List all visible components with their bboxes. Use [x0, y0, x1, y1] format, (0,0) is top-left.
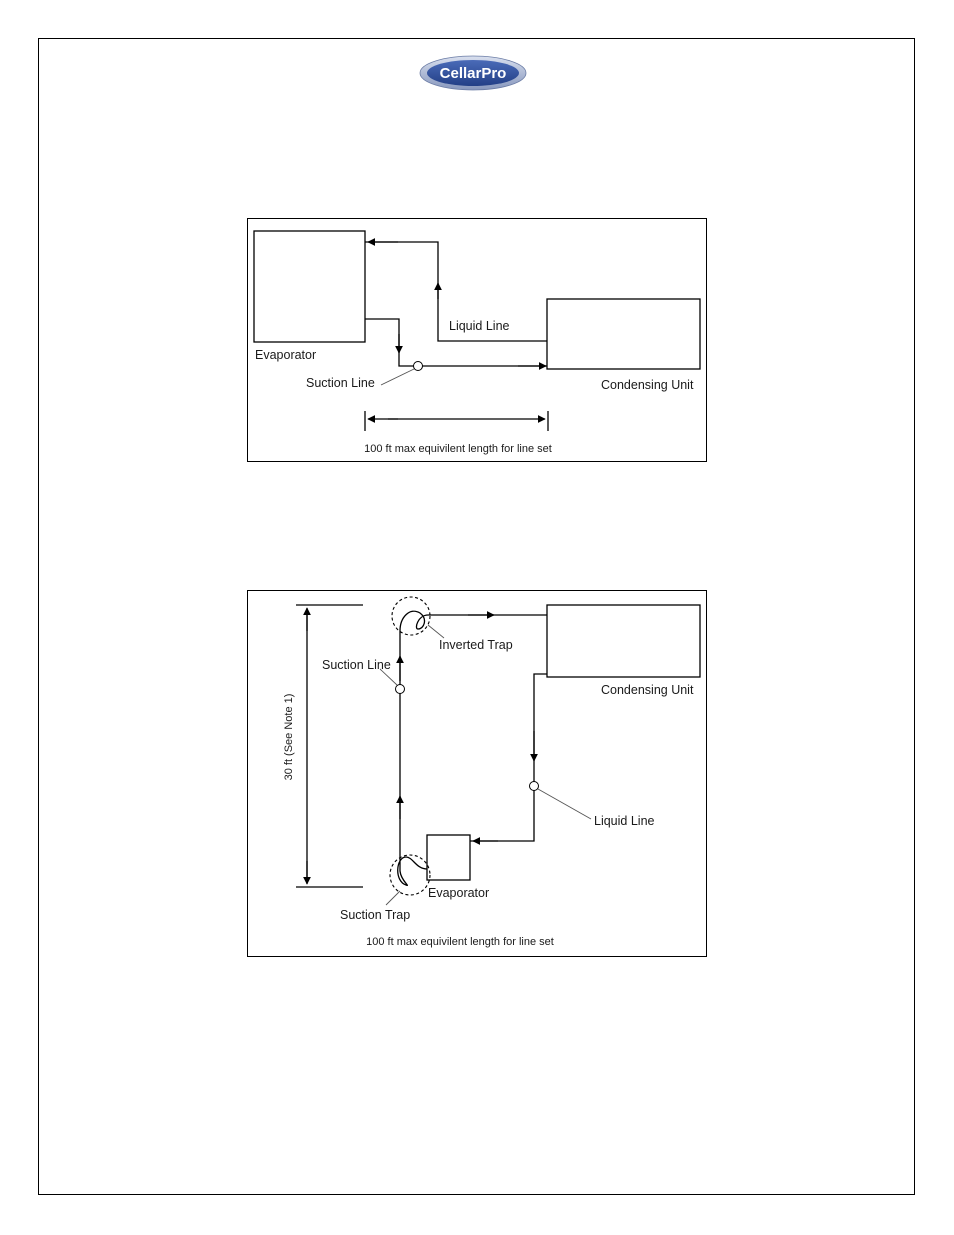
suction-trap-label: Suction Trap	[340, 908, 411, 922]
inverted-trap-label: Inverted Trap	[439, 638, 513, 652]
liquid-line-label: Liquid Line	[449, 319, 510, 333]
dimension-ticks	[365, 411, 548, 431]
suction-line-label: Suction Line	[306, 376, 375, 390]
liquid-line-marker	[530, 782, 539, 791]
condensing-unit-box	[547, 605, 700, 677]
suction-line-marker	[396, 685, 405, 694]
liquid-line	[470, 674, 547, 841]
suction-trap-highlight	[390, 855, 430, 895]
evaporator-box	[427, 835, 470, 880]
suction-line	[398, 611, 547, 885]
height-extension-lines	[296, 605, 363, 887]
condensing-unit-label: Condensing Unit	[601, 378, 694, 392]
evaporator-label: Evaporator	[255, 348, 317, 362]
suction-trap-leader	[386, 891, 400, 905]
inverted-trap-leader	[428, 625, 444, 638]
liquid-line-label: Liquid Line	[594, 814, 655, 828]
condensing-unit-box	[547, 299, 700, 369]
suction-line-marker	[414, 362, 423, 371]
liquid-line-leader	[538, 789, 591, 819]
condensing-unit-label: Condensing Unit	[601, 683, 694, 697]
line-set-diagram-horizontal	[247, 218, 707, 462]
cellarpro-logo	[419, 55, 527, 91]
figure-caption: 100 ft max equivilent length for line set	[366, 936, 554, 948]
figure-caption: 100 ft max equivilent length for line set	[364, 443, 552, 455]
suction-line-label: Suction Line	[322, 658, 391, 672]
suction-line-leader	[381, 369, 414, 385]
evaporator-label: Evaporator	[428, 886, 490, 900]
evaporator-box	[254, 231, 365, 342]
logo-text: CellarPro	[439, 65, 507, 82]
line-set-diagram-vertical	[247, 590, 707, 957]
height-label: 30 ft (See Note 1)	[283, 693, 295, 781]
